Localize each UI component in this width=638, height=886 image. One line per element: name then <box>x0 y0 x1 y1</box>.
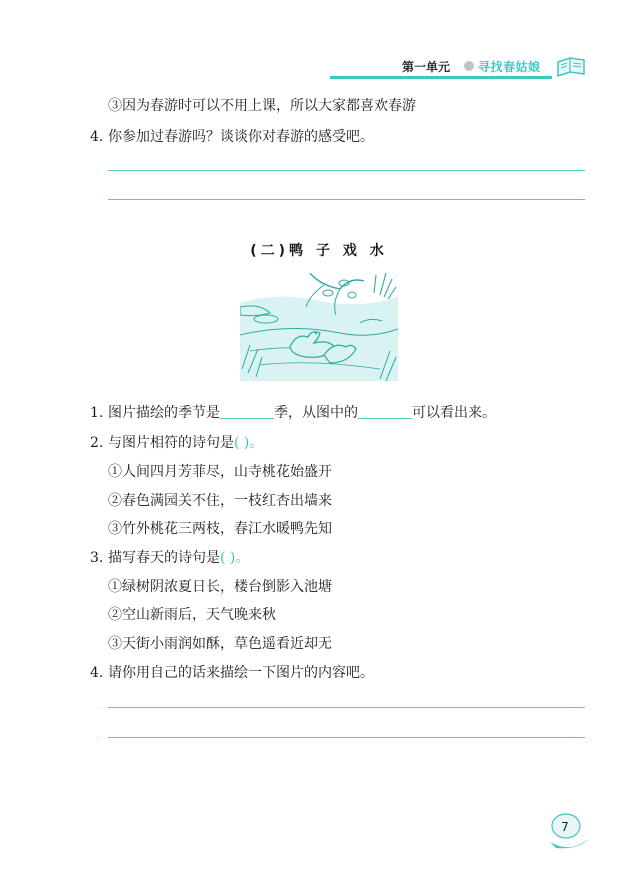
ducks-in-water-illustration <box>240 273 398 381</box>
header-rule <box>330 76 552 79</box>
question-number: 3. <box>90 550 104 566</box>
bullet-dot-icon <box>464 61 474 71</box>
question-text: 你参加过春游吗？谈谈你对春游的感受吧。 <box>108 129 374 145</box>
fill-blank-season[interactable] <box>220 404 274 419</box>
page-header <box>330 52 588 82</box>
question-text: 可以看出来。 <box>412 405 496 421</box>
q3-option-1: ①绿树阴浓夏日长，楼台倒影入池塘 <box>108 579 332 595</box>
answer-line[interactable] <box>108 170 585 171</box>
answer-paren[interactable]: ( )。 <box>234 435 264 451</box>
question-number: 4. <box>90 665 104 681</box>
question-4 <box>90 662 374 682</box>
question-1 <box>90 402 496 422</box>
question-text: 图片描绘的季节是 <box>108 405 220 421</box>
page-number: 7 <box>561 820 569 834</box>
unit-title: 寻找春姑娘 <box>478 60 541 74</box>
question-3 <box>90 547 249 567</box>
question-number: 1. <box>90 405 104 421</box>
section-title: (二)鸭 子 戏 水 <box>250 243 388 259</box>
open-book-icon <box>556 56 586 80</box>
question-text: 描写春天的诗句是 <box>108 550 220 566</box>
question-2 <box>90 432 263 452</box>
fill-blank-evidence[interactable] <box>358 404 412 419</box>
q3-option-2: ②空山新雨后，天气晚来秋 <box>108 607 276 623</box>
answer-line[interactable] <box>108 737 585 738</box>
answer-line[interactable] <box>108 199 585 200</box>
q3-option-3: ③天街小雨润如酥，草色遥看近却无 <box>108 636 332 652</box>
question-text: 季，从图中的 <box>274 405 358 421</box>
prev-option-3: ③因为春游时可以不用上课，所以大家都喜欢春游 <box>108 98 416 114</box>
q2-option-2: ②春色满园关不住，一枝红杏出墙来 <box>108 493 332 509</box>
question-number: 4. <box>90 129 104 145</box>
unit-label: 第一单元 <box>402 60 451 74</box>
answer-paren[interactable]: ( )。 <box>220 550 250 566</box>
q2-option-3: ③竹外桃花三两枝，春江水暖鸭先知 <box>108 521 332 537</box>
prev-question-4 <box>90 126 374 146</box>
q2-option-1: ①人间四月芳菲尽，山寺桃花始盛开 <box>108 464 332 480</box>
question-text: 与图片相符的诗句是 <box>108 435 234 451</box>
question-number: 2. <box>90 435 104 451</box>
question-text: 请你用自己的话来描绘一下图片的内容吧。 <box>108 665 374 681</box>
answer-line[interactable] <box>108 707 585 708</box>
